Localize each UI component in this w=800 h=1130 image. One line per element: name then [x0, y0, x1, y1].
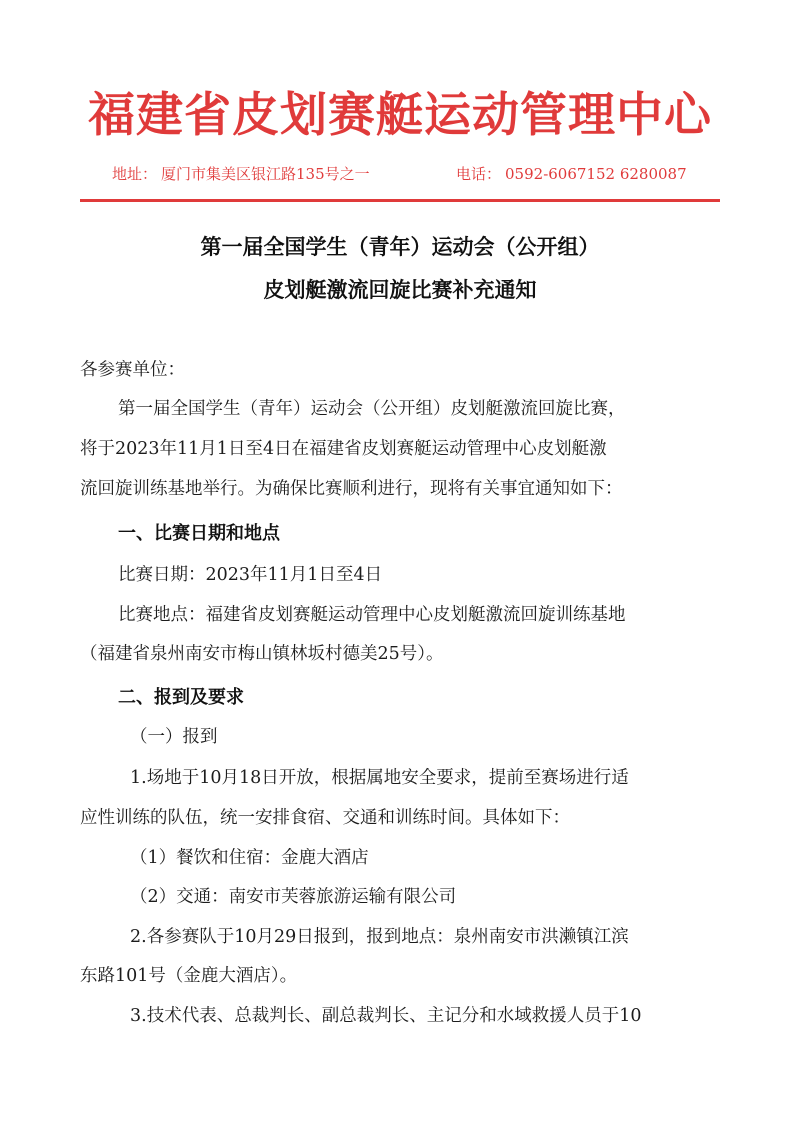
phone-line	[456, 163, 687, 183]
item1-text: 应性训练的队伍，统一安排食宿、交通和训练时间。具体如下：	[80, 808, 570, 828]
event-venue: 比赛地点：福建省皮划赛艇运动管理中心皮划艇激流回旋训练基地	[118, 605, 626, 625]
notice-title-line2: 皮划艇激流回旋比赛补充通知	[263, 278, 537, 302]
event-venue-address: （福建省泉州南安市梅山镇林坂村德美25号）。	[80, 644, 444, 664]
section1-heading: 一、比赛日期和地点	[118, 523, 280, 544]
salutation: 各参赛单位：	[80, 360, 185, 380]
item1-transport: （2）交通：南安市芙蓉旅游运输有限公司	[130, 887, 457, 907]
address-label: 地址：	[112, 165, 158, 183]
item2-text: 2.各参赛队于10月29日报到，报到地点：泉州南安市洪濑镇江滨	[130, 927, 629, 947]
item1-text: 1.场地于10月18日开放，根据属地安全要求，提前至赛场进行适	[130, 768, 629, 788]
org-name-heading: 福建省皮划赛艇运动管理中心	[88, 88, 712, 143]
phone-value: 0592-6067152 6280087	[505, 165, 687, 183]
section2-heading: 二、报到及要求	[118, 687, 244, 708]
event-date: 比赛日期：2023年11月1日至4日	[118, 565, 383, 585]
subsection-registration: （一）报到	[130, 727, 218, 747]
intro-line: 第一届全国学生（青年）运动会（公开组）皮划艇激流回旋比赛，	[118, 399, 626, 419]
letterhead-divider	[80, 199, 720, 202]
item1-dining: （1）餐饮和住宿：金鹿大酒店	[130, 848, 369, 868]
item3-text: 3.技术代表、总裁判长、副总裁判长、主记分和水域救援人员于10	[130, 1006, 642, 1026]
address-line	[112, 163, 370, 183]
notice-title-line1: 第一届全国学生（青年）运动会（公开组）	[200, 235, 600, 259]
intro-line: 将于2023年11月1日至4日在福建省皮划赛艇运动管理中心皮划艇激	[80, 439, 607, 459]
item2-text: 东路101号（金鹿大酒店）。	[80, 966, 298, 986]
phone-label: 电话：	[456, 165, 502, 183]
address-value: 厦门市集美区银江路135号之一	[161, 165, 370, 183]
intro-line: 流回旋训练基地举行。为确保比赛顺利进行，现将有关事宜通知如下：	[80, 479, 623, 499]
